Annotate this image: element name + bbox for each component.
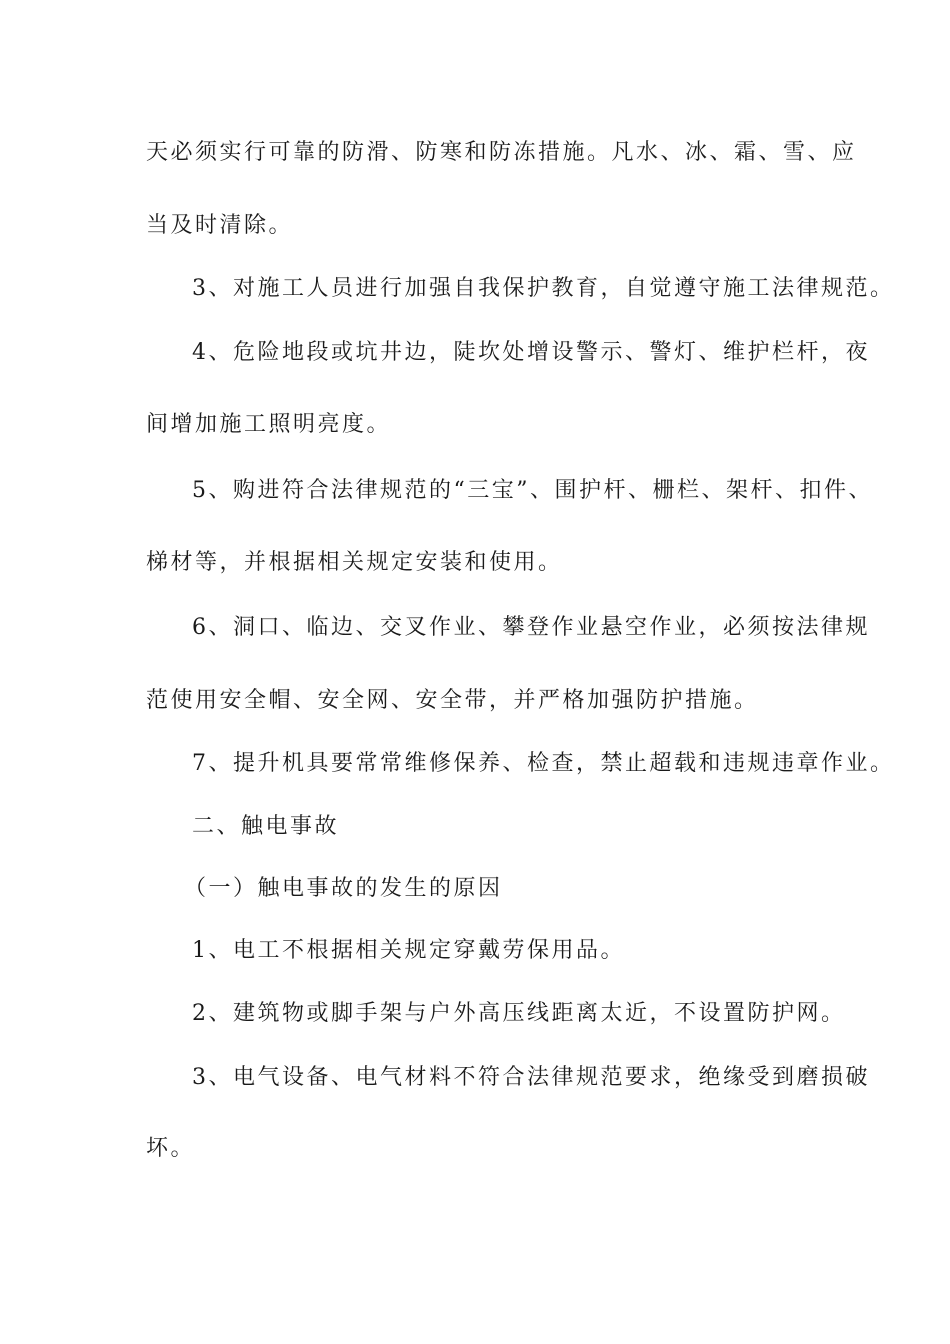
subsection-heading: （一）触电事故的发生的原因: [184, 876, 503, 901]
section-heading: 二、触电事故: [192, 814, 340, 839]
text-line: 坏。: [146, 1136, 196, 1161]
text-line: 6、洞口、临边、交叉作业、攀登作业悬空作业，必须按法律规: [192, 615, 870, 640]
text-line: 天必须实行可靠的防滑、防寒和防冻措施。凡水、冰、霜、雪、应: [146, 140, 857, 165]
text-line: 3、对施工人员进行加强自我保护教育，自觉遵守施工法律规范。: [192, 276, 895, 301]
text-line: 5、购进符合法律规范的“三宝”、围护杆、栅栏、架杆、扣件、: [192, 478, 873, 503]
text-line: 梯材等，并根据相关规定安装和使用。: [146, 550, 563, 575]
text-line: 当及时清除。: [146, 213, 294, 238]
text-line: 范使用安全帽、安全网、安全带，并严格加强防护措施。: [146, 688, 759, 713]
text-line: 间增加施工照明亮度。: [146, 412, 392, 437]
text-line: 2、建筑物或脚手架与户外高压线距离太近，不设置防护网。: [192, 1001, 846, 1026]
text-line: 4、危险地段或坑井边，陡坎处增设警示、警灯、维护栏杆，夜: [192, 340, 870, 365]
text-line: 3、电气设备、电气材料不符合法律规范要求，绝缘受到磨损破: [192, 1065, 870, 1090]
text-line: 1、电工不根据相关规定穿戴劳保用品。: [192, 938, 625, 963]
text-line: 7、提升机具要常常维修保养、检查，禁止超载和违规违章作业。: [192, 751, 895, 776]
